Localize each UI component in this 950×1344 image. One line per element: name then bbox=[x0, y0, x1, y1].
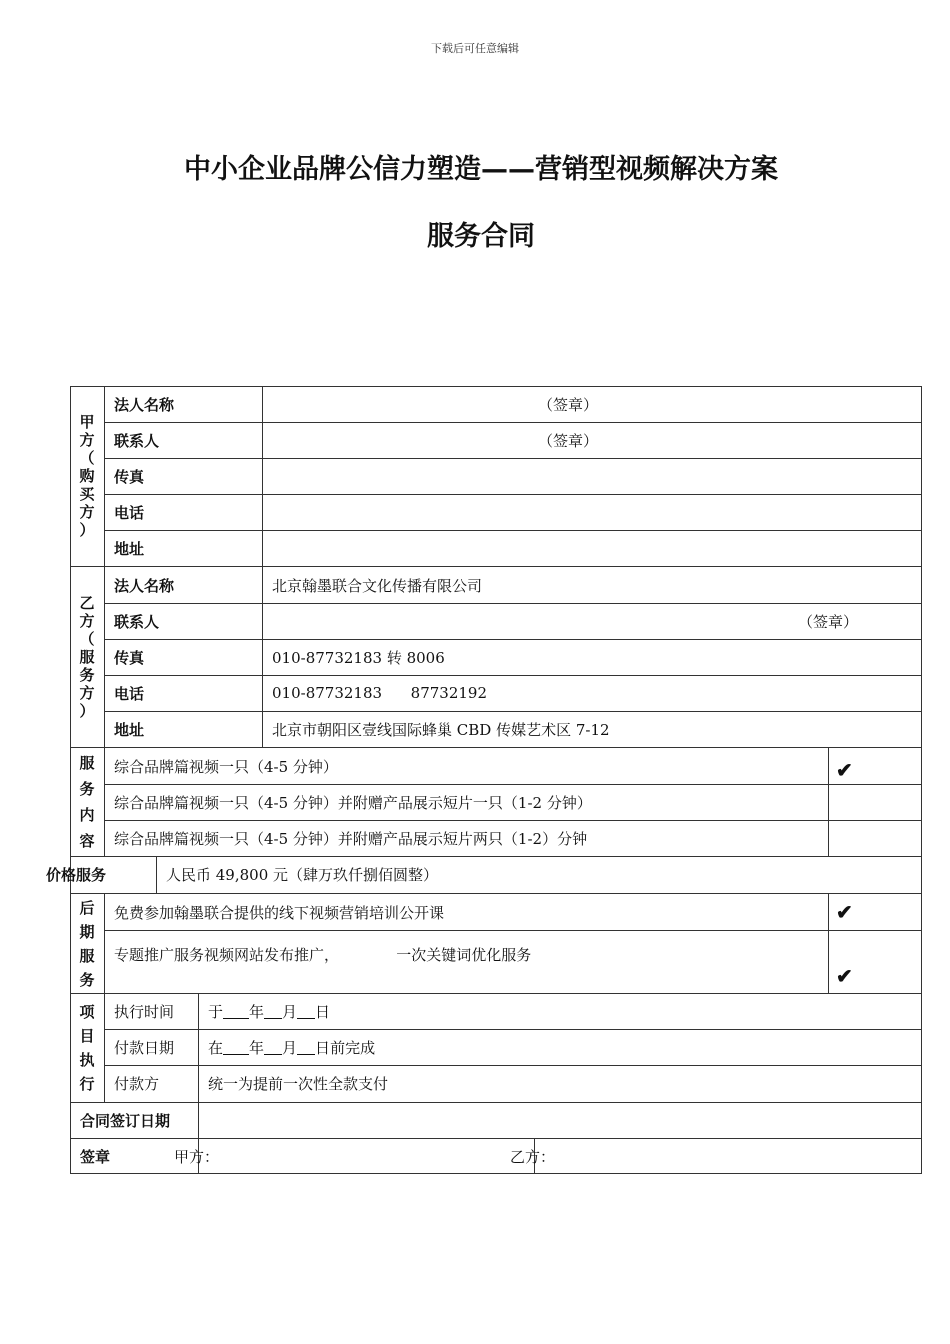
party-b-seal-field[interactable]: 乙方： bbox=[510, 1147, 556, 1166]
sign-date-label: 合同签订日期 bbox=[80, 1111, 171, 1130]
payment-method-value: 统一为提前一次性全款支付 bbox=[208, 1075, 389, 1093]
party-a-legal-name-label: 法人名称 bbox=[114, 395, 175, 414]
party-a-phone-label: 电话 bbox=[114, 503, 145, 522]
party-b-fax-label: 传真 bbox=[114, 648, 145, 667]
party-b-address-value[interactable]: 北京市朝阳区壹线国际蜂巢 CBD 传媒艺术区 7-12 bbox=[272, 720, 610, 739]
header-note: 下载后可任意编辑 bbox=[431, 42, 519, 55]
after-service-option-1[interactable]: 免费参加翰墨联合提供的线下视频营销培训公开课 bbox=[114, 903, 445, 922]
after-service-option-2[interactable]: 专题推广服务视频网站发布推广， 一次关键词优化服务 bbox=[114, 945, 532, 964]
party-a-contact-value[interactable]: （签章） bbox=[538, 431, 599, 450]
price-value: 人民币 49,800 元（肆万玖仟捌佰圆整） bbox=[166, 866, 439, 884]
after-service-label: 后 期 服 务 bbox=[79, 898, 95, 989]
party-b-contact-label: 联系人 bbox=[114, 612, 160, 631]
party-a-seal-field[interactable]: 甲方： bbox=[174, 1147, 220, 1166]
execution-time-value[interactable]: 于 年 月 日 bbox=[208, 1002, 331, 1021]
payment-method-label: 付款方 bbox=[114, 1075, 160, 1093]
service-option-1-check-icon[interactable]: ✔ bbox=[836, 758, 853, 782]
after-service-option-1-check-icon[interactable]: ✔ bbox=[836, 900, 853, 924]
party-a-legal-name-value[interactable]: （签章） bbox=[538, 395, 599, 414]
party-b-legal-name-label: 法人名称 bbox=[114, 576, 175, 595]
party-b-fax-value[interactable]: 010-87732183 转 8006 bbox=[272, 648, 445, 667]
party-b-phone-value[interactable]: 010-87732183 87732192 bbox=[272, 684, 488, 702]
document-title: 中小企业品牌公信力塑造——营销型视频解决方案 bbox=[184, 154, 778, 185]
service-option-1[interactable]: 综合品牌篇视频一只（4-5 分钟） bbox=[114, 757, 338, 776]
party-b-label: 乙 方 （ 服 务 方 ） bbox=[79, 594, 95, 720]
service-content-label: 服 务 内 容 bbox=[79, 754, 95, 850]
party-b-address-label: 地址 bbox=[114, 720, 145, 739]
after-service-option-2-check-icon[interactable]: ✔ bbox=[836, 964, 853, 988]
price-label: 价格服务 bbox=[46, 866, 107, 884]
service-option-3[interactable]: 综合品牌篇视频一只（4-5 分钟）并附赠产品展示短片两只（1-2）分钟 bbox=[114, 829, 588, 848]
payment-date-value[interactable]: 在 年 月 日 前完成 bbox=[208, 1038, 376, 1057]
party-a-address-label: 地址 bbox=[114, 539, 145, 558]
execution-label: 项 目 执 行 bbox=[79, 1003, 95, 1093]
party-a-fax-label: 传真 bbox=[114, 467, 145, 486]
party-b-contact-value[interactable]: （签章） bbox=[798, 612, 859, 631]
party-b-phone-label: 电话 bbox=[114, 684, 145, 703]
payment-date-label: 付款日期 bbox=[114, 1038, 175, 1057]
execution-time-label: 执行时间 bbox=[114, 1002, 175, 1021]
party-a-contact-label: 联系人 bbox=[114, 431, 160, 450]
service-option-2[interactable]: 综合品牌篇视频一只（4-5 分钟）并附赠产品展示短片一只（1-2 分钟） bbox=[114, 793, 592, 812]
seal-label: 签章 bbox=[80, 1147, 111, 1166]
party-a-label: 甲 方 （ 购 买 方 ） bbox=[79, 413, 95, 539]
document-subtitle: 服务合同 bbox=[427, 221, 535, 252]
party-b-legal-name-value[interactable]: 北京翰墨联合文化传播有限公司 bbox=[272, 576, 483, 595]
